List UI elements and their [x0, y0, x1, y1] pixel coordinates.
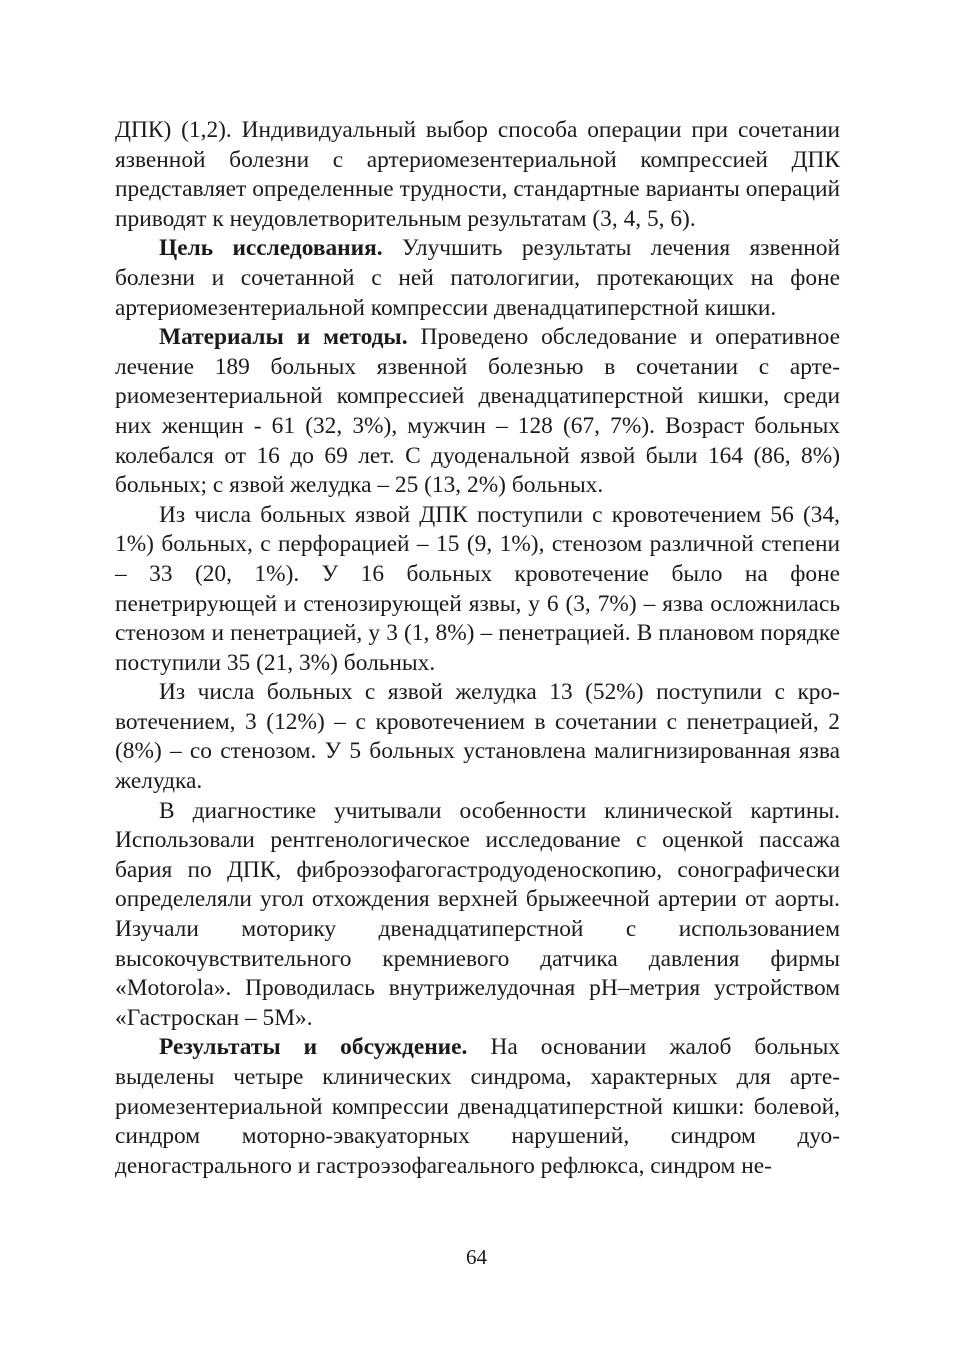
paragraph-duodenal-ulcer — [115, 501, 840, 679]
paragraph-text: Из числа больных с язвой желудка 13 (52%) поступили с кровотечением, 3 (12%) – с кровотечением в сочетании с пенетрацией, 2 (8%) – со стенозом. У 5 больных установлена малигнизированная язва желудка. — [115, 679, 840, 795]
section-heading-methods: Материалы и методы. — [159, 324, 408, 351]
paragraph-methods — [115, 323, 840, 501]
paragraph-results — [115, 1033, 840, 1181]
page-number: 64 — [466, 1245, 487, 1269]
section-heading-aim: Цель исследования. — [159, 235, 383, 262]
paragraph-text: В диагностике учитывали особенности клинической картины. Использовали рентгенологическое исследование с оценкой пассажа бария по ДПК, фиброэзофагогастродуоденоскопию, сонографически определеляли угол отхождения верхней брыжеечной артерии от аорты. Изучали моторику двенадцатиперстной с использованием высокочувствительного кремниевого датчика давления фирмы «Motorola». Проводилась внутрижелудочная pH–метрия устройством «Гастроскан – 5M». — [115, 797, 840, 1031]
section-heading-results: Результаты и обсуждение. — [159, 1034, 468, 1061]
paragraph-diagnostics — [115, 797, 840, 1034]
paragraph-text: Из числа больных язвой ДПК поступили с кровотечением 56 (34, 1%) больных, с перфорацией – 15 (9, 1%), стенозом различной степени – 33 (20, 1%). У 16 больных кровотечение было на фоне пенетрирующей и стенозирующей язвы, у 6 (3, 7%) – язва осложнилась стенозом и пенетрацией, у 3 (1, 8%) – пенетрацией. В плановом порядке поступили 35 (21, 3%) больных. — [115, 501, 840, 676]
paragraph-gastric-ulcer — [115, 678, 840, 796]
paragraph-text: ДПК) (1,2). Индивидуальный выбор способа операции при сочетании язвенной болезни с артериомезентериальной компрессией ДПК представляет определенные трудности, стандартные варианты операций приводят к неудовлетворительным результатам (3, 4, 5, 6). — [115, 117, 840, 232]
paragraph-aim — [115, 234, 840, 323]
paragraph-text: На основании жалоб больных выделены четыре клинических синдрома, характерных для артериомезентериальной компрессии двенадцатиперстной кишки: болевой, синдром моторно-эвакуаторных нарушений, синдром дуоденогастрального и гастроэзофагеального рефлюкса, синдром не- — [115, 1034, 840, 1179]
paragraph-text: Улучшить результаты лечения язвенной болезни и сочетанной с ней патологигии, протекающих на фоне артериомезентериальной компрессии двенадцатиперстной кишки. — [115, 235, 840, 321]
body-text — [115, 116, 840, 1181]
paragraph-intro-continuation — [115, 116, 840, 234]
paragraph-text: Проведено обследование и оперативное лечение 189 больных язвенной болезнью в сочетании с артериомезентериальной компрессией двенадцатиперстной кишки, среди них женщин - 61 (32, 3%), мужчин – 128 (67, 7%). Возраст больных колебался от 16 до 69 лет. С дуоденальной язвой были 164 (86, 8%) больных; с язвой желудка – 25 (13, 2%) больных. — [115, 324, 840, 499]
